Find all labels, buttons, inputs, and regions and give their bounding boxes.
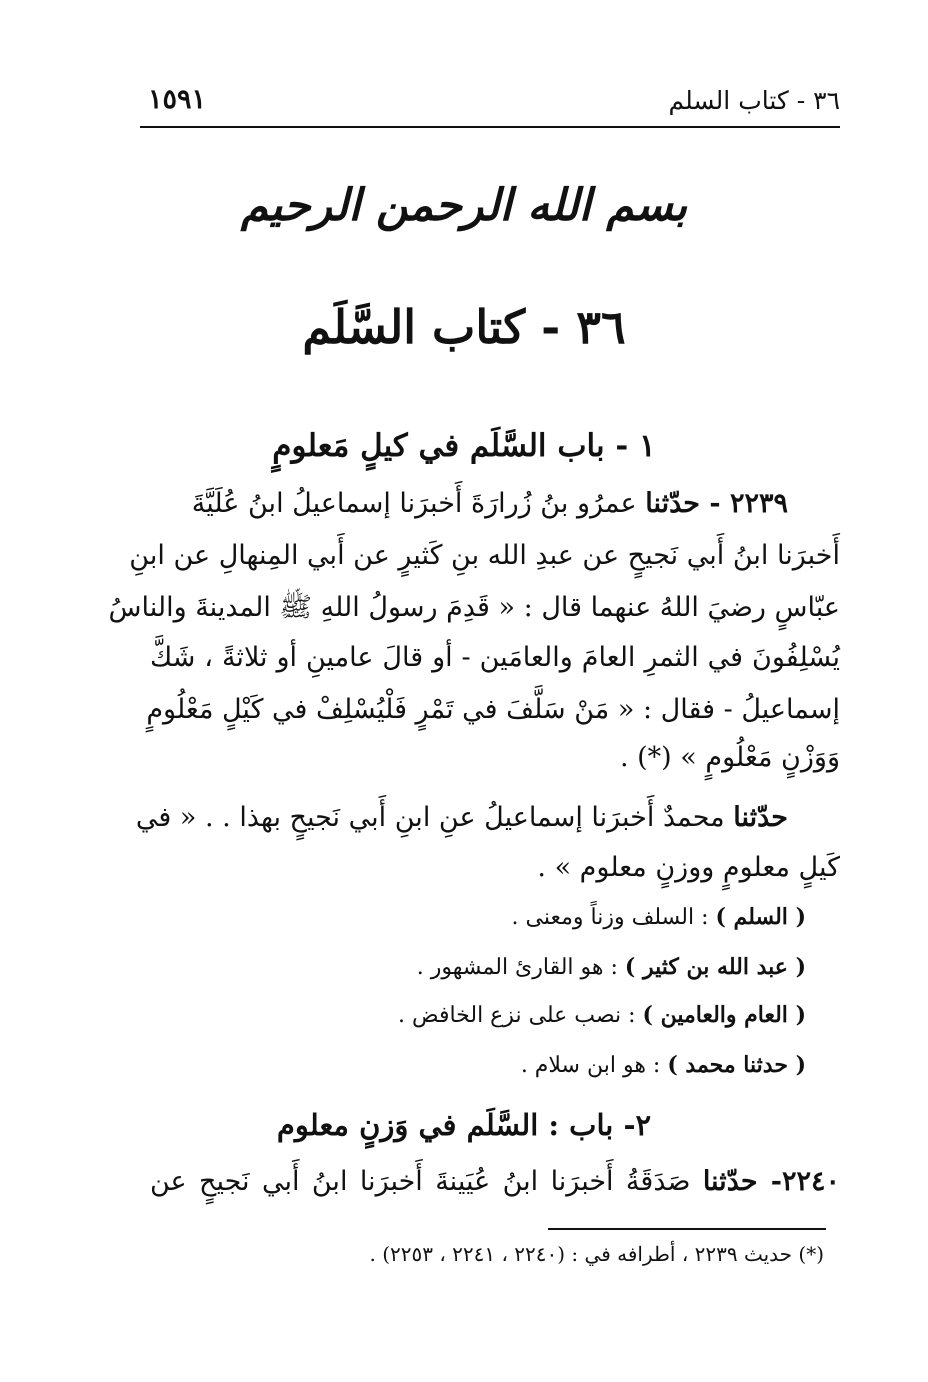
note-4-term: ( حدثنا محمد ) bbox=[667, 1052, 806, 1078]
chapter-2-title: ٢- باب : السَّلَم في وَزنٍ معلوم bbox=[276, 1108, 652, 1142]
note-3-text: : نصب على نزع الخافض . bbox=[398, 1003, 643, 1028]
note-1 bbox=[512, 904, 806, 930]
hadith-2239-line-4: يُسْلِفُونَ في الثمرِ العامَ والعامَين - أو قالَ عامينِ أو ثلاثةً ، شَكَّ bbox=[150, 642, 840, 673]
hadith-2240-number: ٢٢٤٠- حدّثنا bbox=[702, 1166, 840, 1197]
hadith-2239-line-5: إسماعيلُ - فقال : « مَنْ سَلَّفَ في تَمْرٍ فَلْيُسْلِفْ في كَيْلٍ مَعْلُومٍ bbox=[146, 694, 840, 725]
hadith-2-line-1 bbox=[136, 802, 788, 833]
note-3-term: ( العام والعامين ) bbox=[642, 1002, 806, 1028]
book-title: ٣٦ - كتاب السَّلَم bbox=[302, 300, 626, 354]
hadith-2240-line-1 bbox=[150, 1166, 840, 1197]
hadith-2239-line-2: أَخبرَنا ابنُ أَبي نَجيحٍ عن عبدِ الله بنِ كَثيرٍ عن أَبي المِنهالِ عن ابنِ bbox=[129, 540, 840, 571]
hadith-2239-text-1: عمرُو بنُ زُرارَةَ أَخبرَنا إسماعيلُ ابنُ عُلَيَّةَ bbox=[191, 488, 637, 519]
note-4 bbox=[521, 1052, 806, 1078]
note-2-text: : هو القارئ المشهور . bbox=[416, 955, 625, 980]
hadith-2-lead: حدّثنا bbox=[733, 802, 788, 833]
running-header bbox=[140, 82, 840, 122]
hadith-2239-line-3: عبّاسٍ رضيَ اللهُ عنهما قال : « قَدِمَ رسولُ اللهِ ﷺ المدينةَ والناسُ bbox=[108, 592, 840, 623]
note-3 bbox=[398, 1002, 806, 1028]
footnote: (*) حديث ٢٢٣٩ ، أطرافه في : (٢٢٤٠ ، ٢٢٤١ ، ٢٢٥٣) . bbox=[369, 1242, 824, 1266]
hadith-2239-line-6: وَوَزْنٍ مَعْلُومٍ » (*) . bbox=[619, 742, 840, 773]
chapter-1-title: ١ - باب السَّلَم في كيلٍ مَعلومٍ bbox=[272, 428, 656, 464]
note-2-term: ( عبد الله بن كثير ) bbox=[624, 954, 806, 980]
basmala-calligraphy: بسم الله الرحمن الرحيم bbox=[240, 180, 688, 231]
page-number: ١٥٩١ bbox=[148, 84, 207, 115]
header-chapter-title: ٣٦ - كتاب السلم bbox=[668, 86, 840, 115]
hadith-2239-line-1 bbox=[192, 488, 788, 519]
hadith-2240-text: صَدَقَةُ أَخبرَنا ابنُ عُيَينةَ أَخبرَنا ابنُ أَبي نَجيحٍ عن bbox=[150, 1166, 691, 1197]
note-1-term: ( السلم ) bbox=[715, 904, 806, 930]
hadith-2-line-2: كَيلٍ معلومٍ ووزنٍ معلوم » . bbox=[537, 852, 840, 883]
header-rule bbox=[140, 126, 840, 128]
note-2 bbox=[417, 954, 806, 980]
footnote-rule bbox=[548, 1228, 826, 1230]
hadith-2239-number: ٢٢٣٩ - حدّثنا bbox=[645, 488, 788, 519]
note-4-text: : هو ابن سلام . bbox=[520, 1053, 668, 1078]
hadith-2-text-1: محمدٌ أَخبرَنا إسماعيلُ عنِ ابنِ أَبي نَجيحٍ بهذا . . « في bbox=[135, 802, 725, 833]
note-1-text: : السلف وزناً ومعنى . bbox=[511, 905, 716, 930]
